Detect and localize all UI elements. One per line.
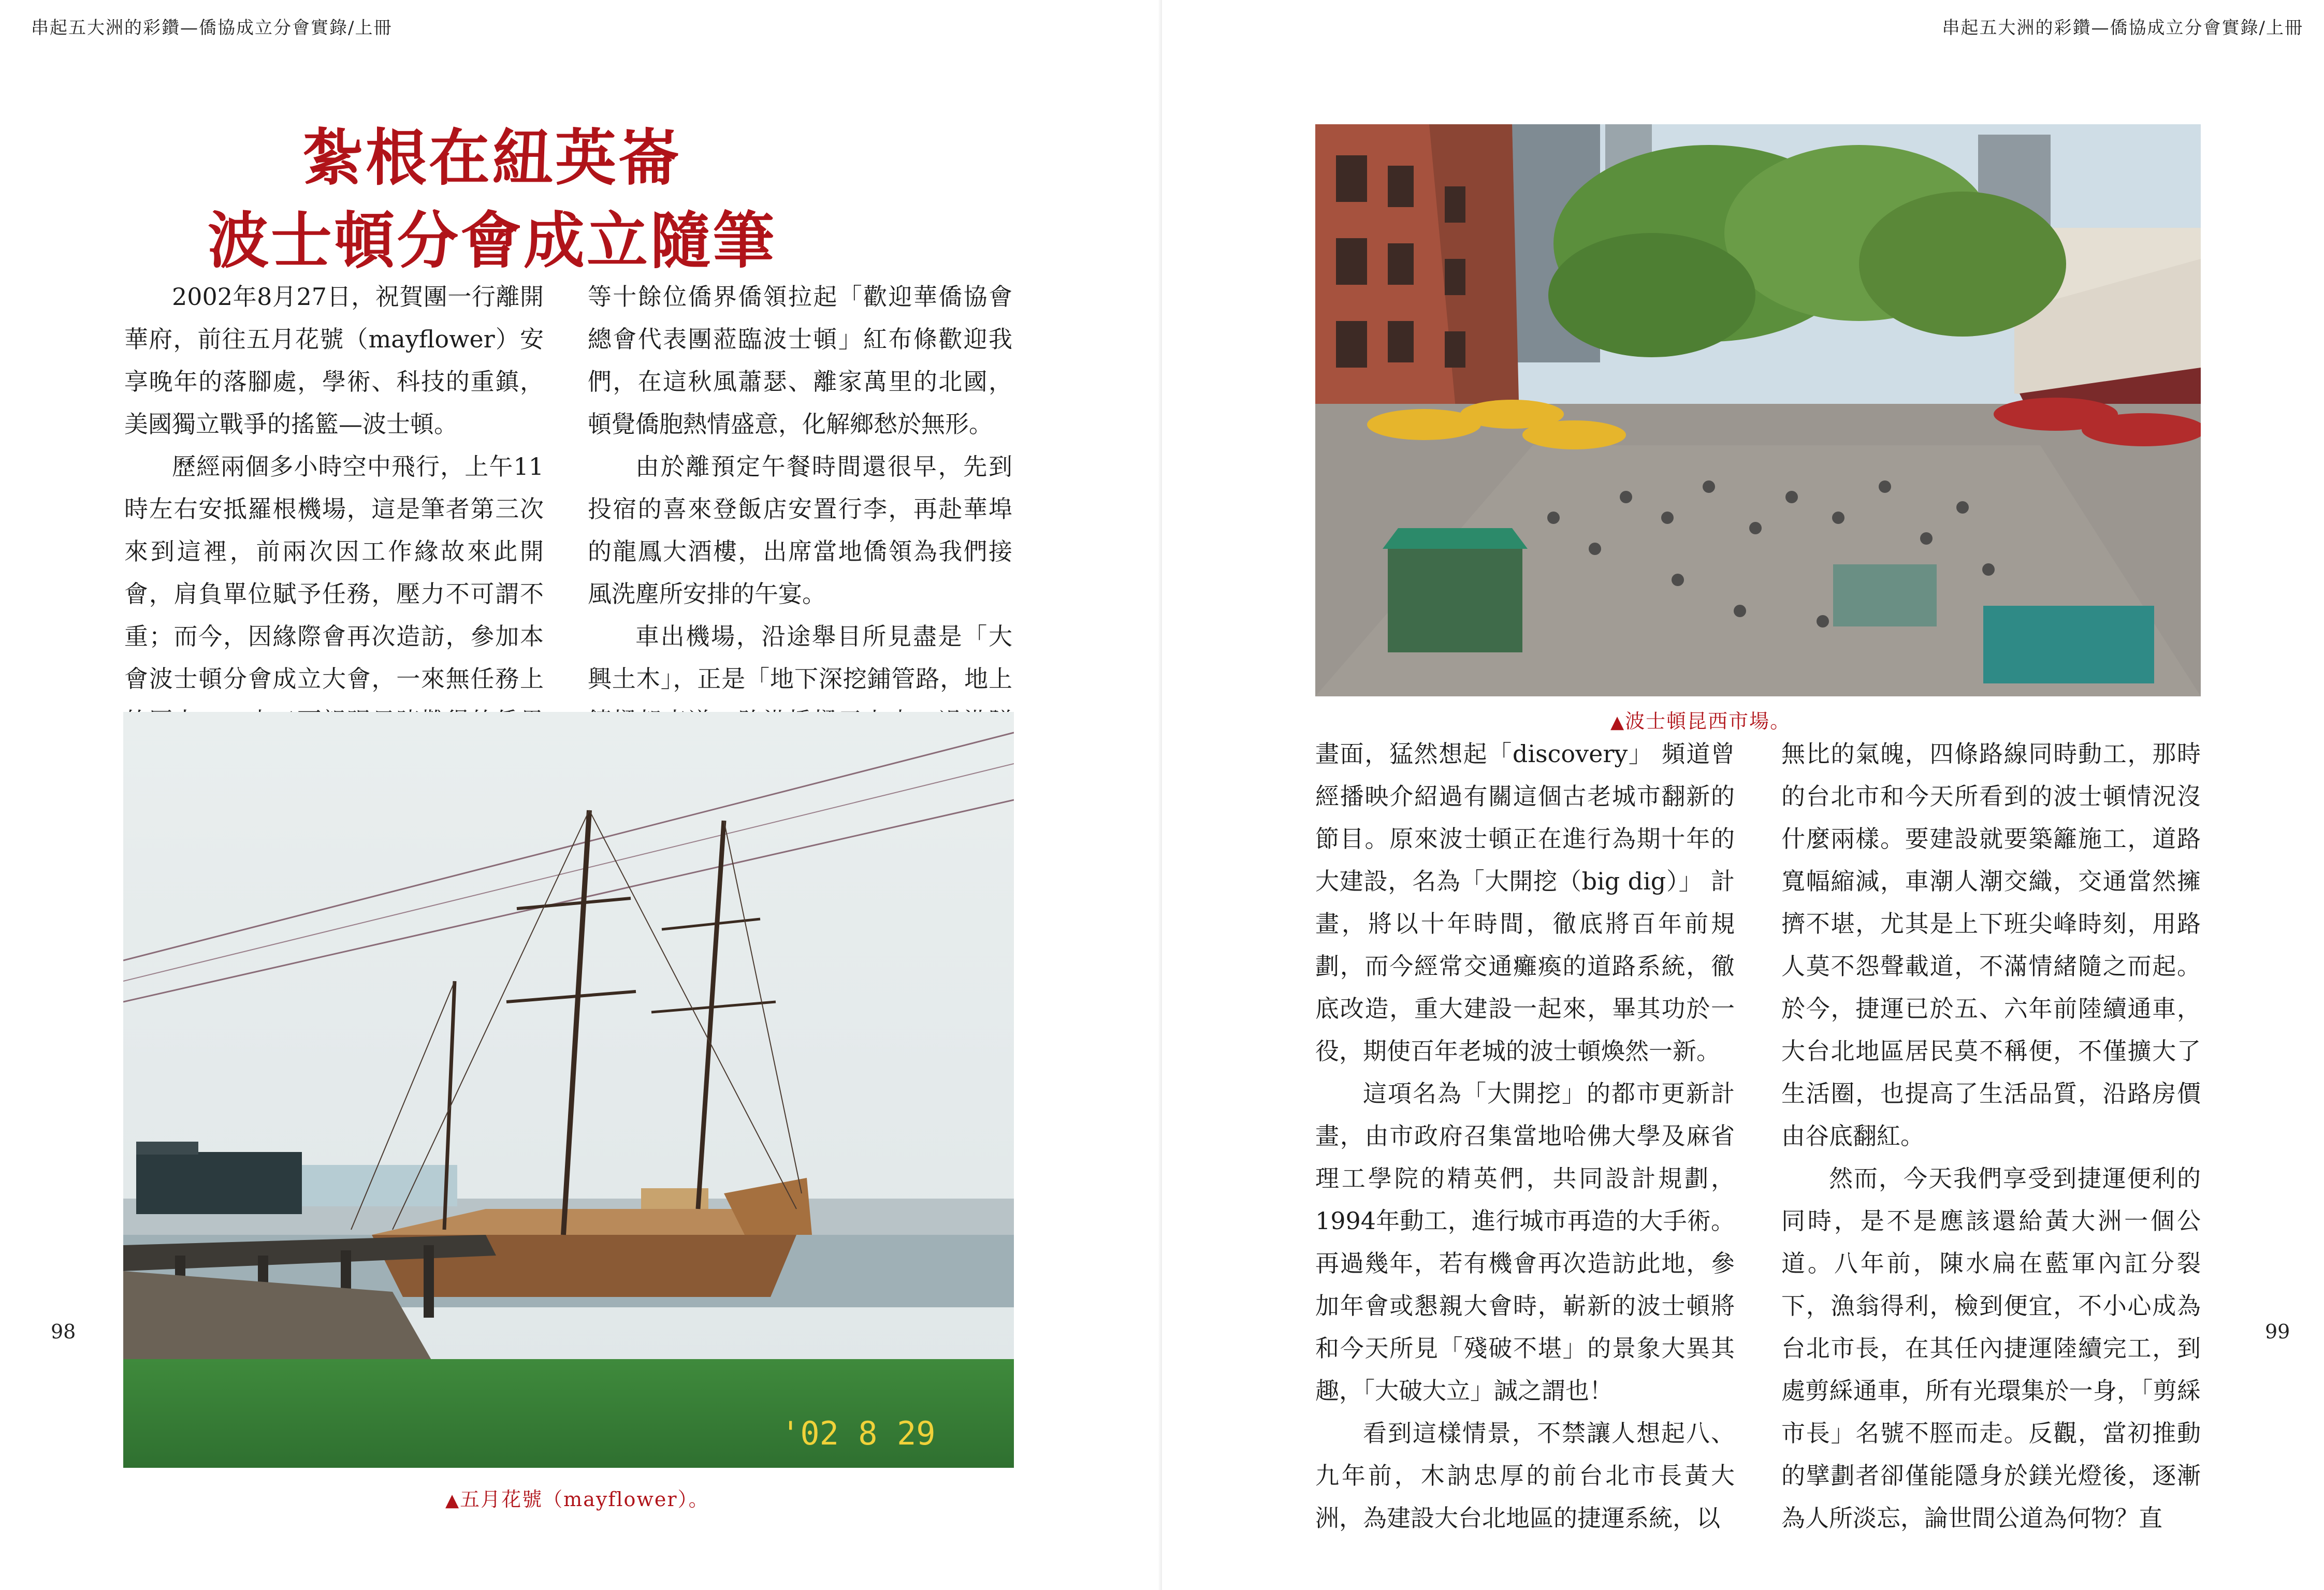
paragraph: 車出機場，沿途舉目所見盡是「大興土木」，正是「地下深挖鋪管路，地上 <box>588 622 1012 693</box>
page-number-left: 98 <box>51 1320 76 1343</box>
running-header-right: 串起五大洲的彩鑽—僑協成立分會實錄/上冊 <box>1942 18 2303 38</box>
paragraph: 無比的氣魄，四條路線同時動工，那時的台北市和今天所看到的波士頓情況沒什麼兩樣。要建設就要築籬施工，道路寬幅縮減，車潮人潮交織，交通當然擁擠不堪，尤其是上下班尖峰時刻，用路人莫不怨聲載道，不滿情緒隨之而起。於今，捷運已於五、六年前陸續通車，大台北地區居民莫不稱便，不僅擴大了生活圈，也提高了生活品質，沿路房價由谷底翻紅。 <box>1781 740 2201 1150</box>
paragraph: 然而，今天我們享受到捷運便利的同時，是不是應該還給黃大洲一個公道。八年前，陳水扁在藍軍內訌分裂下，漁翁得利，檢到便宜，不小心成為台北市長，在其任內捷運陸續完工，到處剪綵通車，所有光環集於一身，「剪綵市長」名號不脛而走。反觀，當初推動的擘劃者卻僅能隱身於鎂光燈後，逐漸為人所淡忘，論世間公道為何物？直 <box>1781 1164 2201 1532</box>
caption-text: 五月花號（mayflower）。 <box>460 1488 709 1511</box>
paragraph: 等十餘位僑界僑領拉起「歡迎華僑協會總會代表團蒞臨波士頓」紅布條歡迎我們，在這秋風蕭瑟、離家萬里的北國，頓覺僑胞熱情盛意，化解鄉愁於無形。 <box>588 283 1012 438</box>
paragraph: 畫面，猛然想起「discovery」 頻道曾經播映介紹過有關這個古老城市翻新的節目。原來波士頓正在進行為期十年的大建設，名為「大開挖（big dig）」 計畫，將以十年時間，徹底將百年前規劃，而今經常交通癱瘓的道路系統，徹底改造，重大建設一起來，畢其功於一役，期使百年老城的波士頓煥然一新。 <box>1315 740 1735 1065</box>
running-header-left: 串起五大洲的彩鑽—僑協成立分會實錄/上冊 <box>31 18 393 38</box>
title-line-1: 紮根在紐英崙 <box>302 122 681 194</box>
mayflower-illustration <box>123 712 1014 1468</box>
right-column-1 <box>1315 733 1735 1539</box>
quincy-market-caption <box>1610 705 1791 734</box>
mayflower-photo <box>123 712 1014 1468</box>
article-title <box>124 116 860 282</box>
right-column-2 <box>1781 733 2201 1539</box>
right-page <box>1162 0 2324 1590</box>
title-line-2: 波士頓分會成立隨筆 <box>207 205 776 276</box>
paragraph: 歷經兩個多小時空中飛行，上午11時左右安抵羅根機場，這是筆者第三次來到這裡，前兩次因工作緣故來此開會，肩負單位賦予任務，壓力不可謂不重；而今，因緣際會再次造訪，參加本會波士頓分會成立大會，一來無任務上 <box>124 453 544 693</box>
paragraph: 由於離預定午餐時間還很早，先到投宿的喜來登飯店安置行李，再赴華埠的龍鳳大酒樓，出席當地僑領為我們接風洗塵所安排的午宴。 <box>588 453 1012 608</box>
paragraph: 這項名為「大開挖」的都市更新計畫，由市政府召集當地哈佛大學及麻省理工學院的精英們，共同設計規劃，1994年動工，進行城市再造的大手術。再過幾年，若有機會再次造訪此地，參加年會或懇親大會時，嶄新的波士頓將和今天所見「殘破不堪」的景象大異其趣，「大破大立」誠之謂也！ <box>1315 1080 1735 1405</box>
caption-triangle-icon: ▲ <box>1610 712 1625 733</box>
page-number-right: 99 <box>2265 1320 2290 1343</box>
paragraph: 2002年8月27日，祝賀團一行離開華府，前往五月花號（mayflower）安享晚年的落腳處，學術、科技的重鎮，美國獨立戰爭的搖籃—波士頓。 <box>124 283 544 438</box>
caption-text: 波士頓昆西市場。 <box>1625 710 1791 733</box>
quincy-market-photo <box>1315 124 2201 696</box>
mayflower-caption <box>445 1483 709 1512</box>
caption-triangle-icon: ▲ <box>445 1490 460 1511</box>
paragraph: 看到這樣情景，不禁讓人想起八、九年前，木訥忠厚的前台北市長黃大洲，為建設大台北地區的捷運系統，以 <box>1315 1419 1735 1532</box>
quincy-market-illustration <box>1315 124 2201 696</box>
date-stamp: '02 8 29 <box>781 1414 936 1452</box>
